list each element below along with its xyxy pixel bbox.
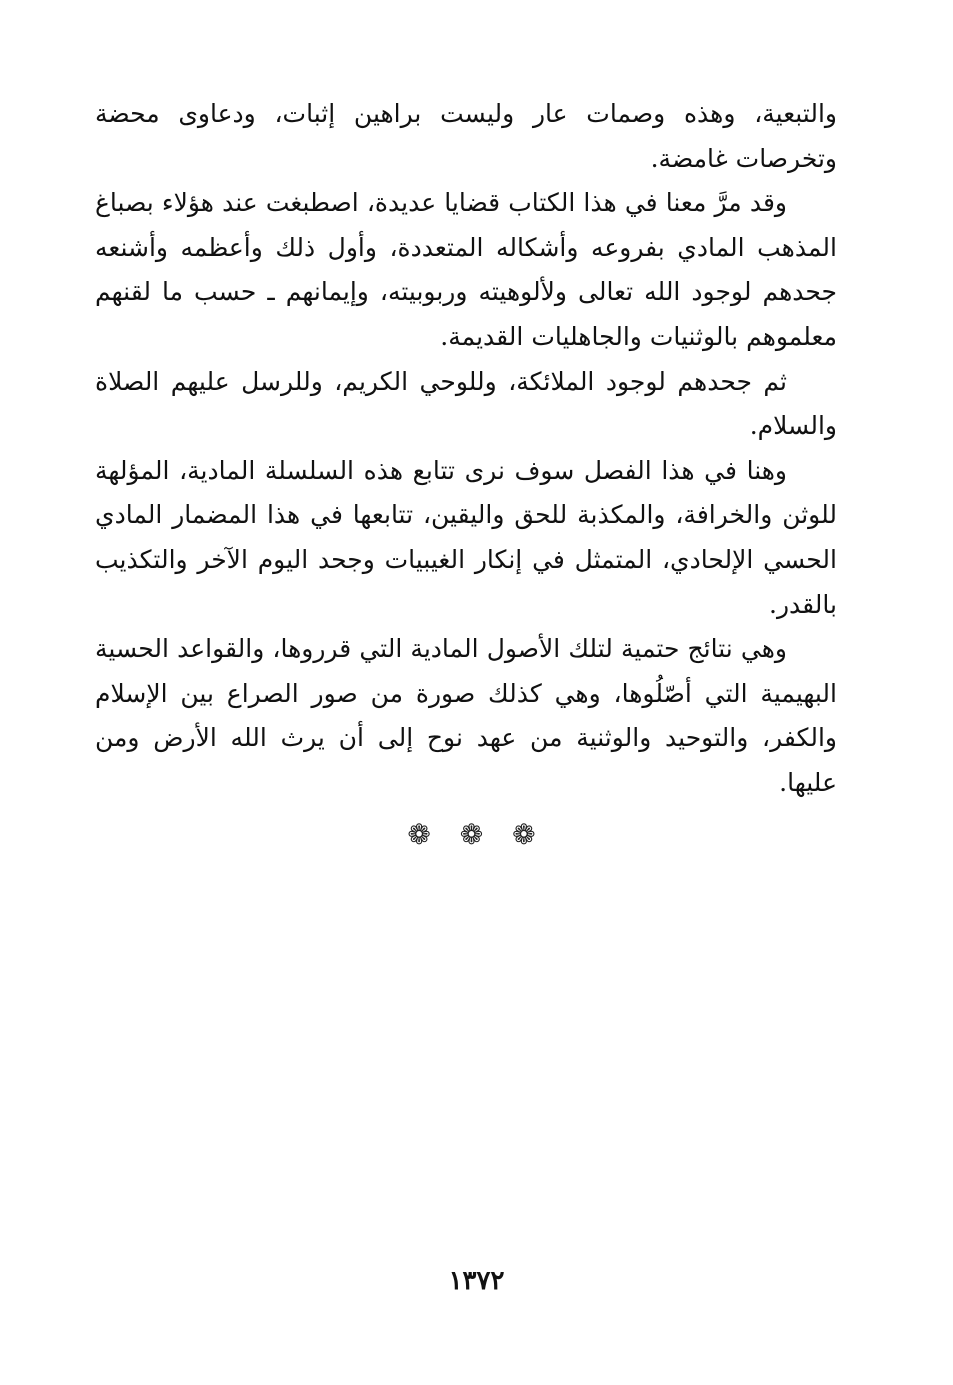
paragraph: وهي نتائج حتمية لتلك الأصول المادية التي قرروها، والقواعد الحسية البهيمية التي أصّلُوها، وهي كذلك صورة من صور الصراع بين الإسلام والكفر، والتوحيد والوثنية من عهد نوح إلى أن يرث الله الأرض ومن عليها. [95, 634, 837, 797]
paragraph: وقد مرَّ معنا في هذا الكتاب قضايا عديدة، اصطبغت عند هؤلاء بصباغ المذهب المادي بفروعه وأشكاله المتعددة، وأول ذلك وأعظمه وأشنعه جحدهم لوجود الله تعالى ولألوهيته وربوبيته، وإيمانهم ـ حسب ما لقنهم معلموهم بالوثنيات والجاهليات القديمة. [95, 188, 837, 351]
page-number: ١٣٧٢ [448, 1266, 505, 1296]
paragraph-continuation: والتبعية، وهذه وصمات عار وليست براهين إثبات، ودعاوى محضة وتخرصات غامضة. [95, 99, 837, 173]
paragraph: ثم جحدهم لوجود الملائكة، وللوحي الكريم، وللرسل عليهم الصلاة والسلام. [95, 366, 837, 441]
page-body [95, 92, 837, 806]
section-divider-ornament: ❁ ❁ ❁ [407, 818, 546, 851]
paragraph: وهنا في هذا الفصل سوف نرى تتابع هذه السلسلة المادية، المؤلهة للوثن والخرافة، والمكذبة للحق واليقين، تتابعها في هذا المضمار المادي الحسي الإلحادي، المتمثل في إنكار الغيبيات وجحد اليوم الآخر والتكذيب بالقدر. [95, 455, 837, 619]
